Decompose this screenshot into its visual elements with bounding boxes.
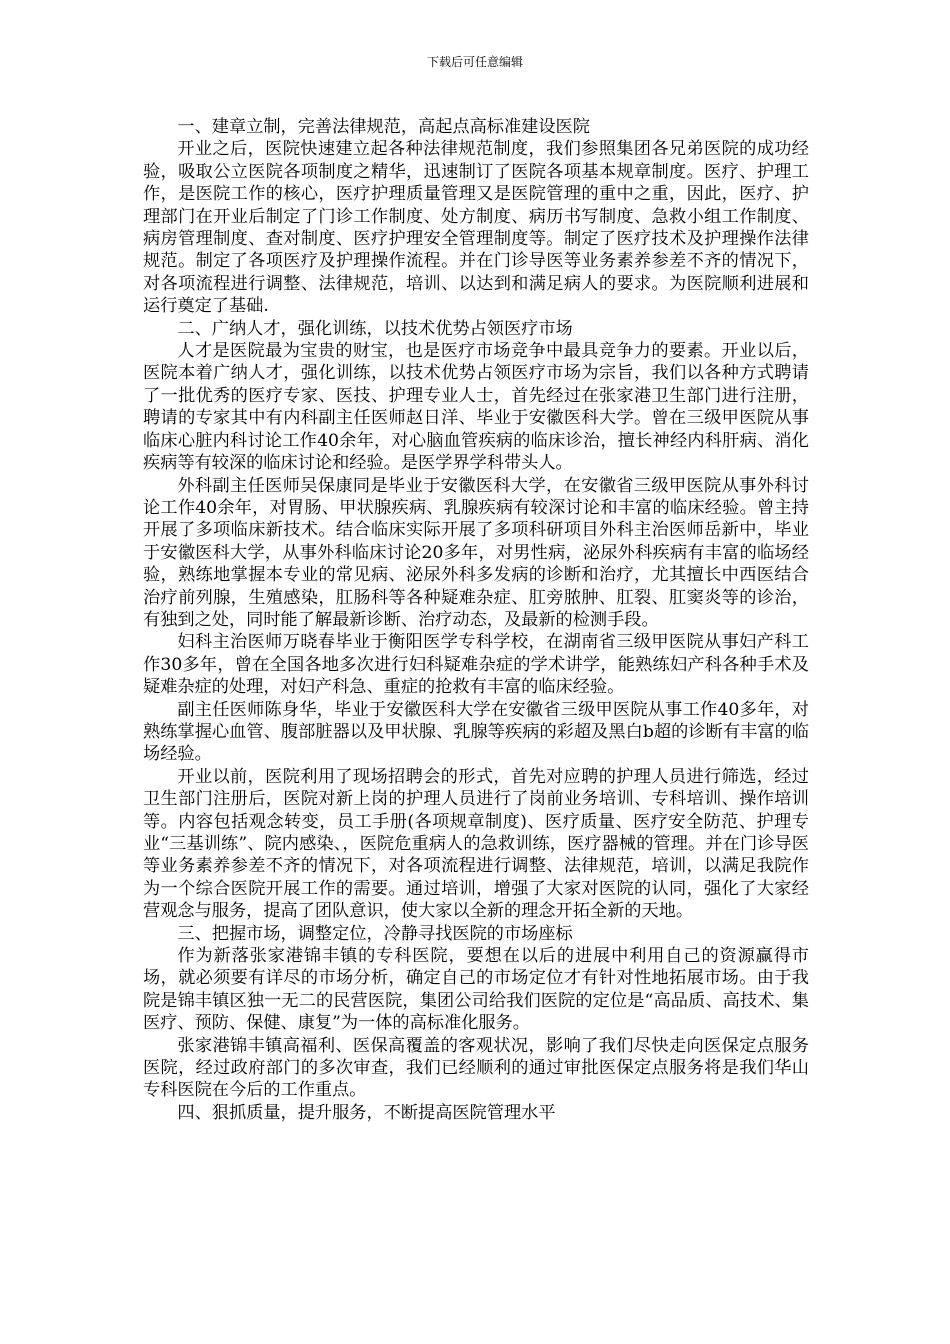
paragraph-medical-insurance: 张家港锦丰镇高福利、医保高覆盖的客观状况，影响了我们尽快走向医保定点服务医院，经过政府部门的多次审查，我们已经顺利的通过审批医保定点服务将是我们华山专科医院在今后的工作重点。 [143, 1035, 809, 1101]
paragraph-talent: 人才是医院最为宝贵的财宝，也是医疗市场竞争中最具竞争力的要素。开业以后，医院本着广纳人才，强化训练，以技术优势占领医疗市场为宗旨，我们以各种方式聘请了一批优秀的医疗专家、医技、护理专业人士，首先经过在张家港卫生部门进行注册，聘请的专家其中有内科副主任医师赵日洋、毕业于安徽医科大学。曾在三级甲医院从事临床心脏内科讨论工作40余年，对心脑血管疾病的临床诊治，擅长神经内科肝病、消化疾病等有较深的临床讨论和经验。是医学界学科带头人。 [143, 341, 809, 474]
paragraph-rules: 开业之后，医院快速建立起各种法律规范制度，我们参照集团各兄弟医院的成功经验，吸取公立医院各项制度之精华，迅速制订了医院各项基本规章制度。医疗、护理工作，是医院工作的核心，医疗护理质量管理又是医院管理的重中之重，因此，医疗、护理部门在开业后制定了门诊工作制度、处方制度、病历书写制度、急救小组工作制度、病房管理制度、查对制度、医疗护理安全管理制度等。制定了医疗技术及护理操作法律规范。制定了各项医疗及护理操作流程。并在门诊导医等业务素养参差不齐的情况下，对各项流程进行调整、法律规范，培训、以达到和满足病人的要求。为医院顺利进展和运行奠定了基础. [143, 139, 809, 317]
section-heading-2: 二、广纳人才，强化训练，以技术优势占领医疗市场 [177, 318, 573, 339]
paragraph-nursing-training: 开业以前，医院利用了现场招聘会的形式，首先对应聘的护理人员进行筛选，经过卫生部门注册后，医院对新上岗的护理人员进行了岗前业务培训、专科培训、操作培训等。内容包括观念转变，员工手册(各项规章制度)、医疗质量、医疗安全防范、护理专业“三基训练”、院内感染、，医院危重病人的急救训练，医疗器械的管理。并在门诊导医等业务素养参差不齐的情况下，对各项流程进行调整、法律规范，培训，以满足我院作为一个综合医院开展工作的需要。通过培训，增强了大家对医院的认同，强化了大家经营观念与服务，提高了团队意识，使大家以全新的理念开拓全新的天地。 [143, 766, 809, 922]
section-heading-4: 四、狠抓质量，提升服务，不断提高医院管理水平 [177, 1102, 556, 1123]
paragraph-market-position: 作为新落张家港锦丰镇的专科医院，要想在以后的进展中利用自己的资源赢得市场，就必须要有详尽的市场分析，确定自己的市场定位才有针对性地拓展市场。由于我院是锦丰镇区独一无二的民营医院，集团公司给我们医院的定位是“高品质、高技术、集医疗、预防、保健、康复”为一体的高标准化服务。 [143, 946, 809, 1034]
section-heading-3: 三、把握市场，调整定位，冷静寻找医院的市场座标 [177, 923, 573, 944]
document-body [143, 116, 809, 1124]
paragraph-gynecology: 妇科主治医师万晓春毕业于衡阳医学专科学校，在湖南省三级甲医院从事妇产科工作30多年，曾在全国各地多次进行妇科疑难杂症的学术讲学，能熟练妇产科各种手术及疑难杂症的处理，对妇产科急、重症的抢救有丰富的临床经验。 [143, 632, 809, 698]
section-heading-1: 一、建章立制，完善法律规范，高起点高标准建设医院 [177, 117, 590, 137]
paragraph-surgery: 外科副主任医师吴保康同是毕业于安徽医科大学，在安徽省三级甲医院从事外科讨论工作40余年，对胃肠、甲状腺疾病、乳腺疾病有较深讨论和丰富的临床经验。曾主持开展了多项临床新技术。结合临床实际开展了多项科研项目外科主治医师岳新中，毕业于安徽医科大学，从事外科临床讨论20多年，对男性病，泌尿外科疾病有丰富的临场经验，熟练地掌握本专业的常见病、泌尿外科多发病的诊断和治疗，尤其擅长中西医结合治疗前列腺，生殖感染，肛肠科等各种疑难杂症、肛旁脓肿、肛裂、肛窦炎等的诊治，有独到之处，同时能了解最新诊断、治疗动态，及最新的检测手段。 [143, 475, 809, 630]
paragraph-ultrasound: 副主任医师陈身华，毕业于安徽医科大学在安徽省三级甲医院从事工作40多年，对熟练掌握心血管、腹部脏器以及甲状腺、乳腺等疾病的彩超及黑白b超的诊断有丰富的临场经验。 [143, 699, 809, 765]
page-header-note: 下载后可任意编辑 [426, 55, 523, 69]
